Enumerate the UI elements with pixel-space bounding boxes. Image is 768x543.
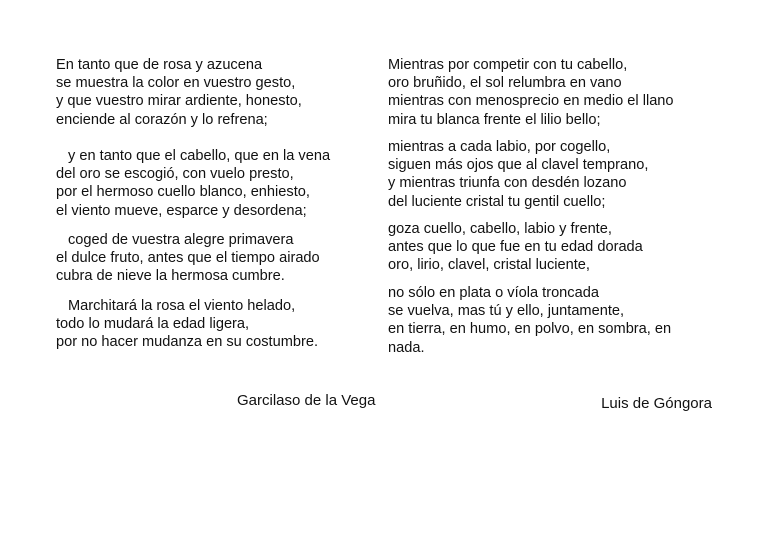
poem-line: Marchitará la rosa el viento helado, xyxy=(68,298,296,314)
stanza xyxy=(56,56,302,129)
poem-line: nada. xyxy=(388,339,425,356)
poem-line: y en tanto que el cabello, que en la vena xyxy=(68,148,331,164)
poem-line: no sólo en plata o víola troncada xyxy=(388,285,599,301)
poem-line: el dulce fruto, antes que el tiempo airado xyxy=(56,250,320,267)
poem-line: y mientras triunfa con desdén lozano xyxy=(388,175,627,192)
poem-line: Mientras por competir con tu cabello, xyxy=(388,57,628,73)
poem-line: del luciente cristal tu gentil cuello; xyxy=(388,193,606,210)
poem-line: En tanto que de rosa y azucena xyxy=(56,57,263,73)
poem-line: por no hacer mudanza en su costumbre. xyxy=(56,334,319,351)
poem-line: se muestra la color en vuestro gesto, xyxy=(56,75,296,92)
stanza xyxy=(56,231,320,286)
poem-line: se vuelva, mas tú y ello, juntamente, xyxy=(388,303,625,320)
stanza xyxy=(56,147,330,220)
poem-line: cubra de nieve la hermosa cumbre. xyxy=(56,268,285,285)
poem-line: todo lo mudará la edad ligera, xyxy=(56,316,250,333)
poem-line: antes que lo que fue en tu edad dorada xyxy=(388,239,643,256)
poem-line: en tierra, en humo, en polvo, en sombra, en xyxy=(388,321,672,338)
poem-line: coged de vuestra alegre primavera xyxy=(68,232,294,248)
poem-line: el viento mueve, esparce y desordena; xyxy=(56,202,307,219)
poem-line: del oro se escogió, con vuelo presto, xyxy=(56,166,294,183)
poem-line: enciende al corazón y lo refrena; xyxy=(56,111,268,128)
author-right: Luis de Góngora xyxy=(601,395,712,412)
poem-line: oro, lirio, clavel, cristal luciente, xyxy=(388,257,590,274)
poem-line: goza cuello, cabello, labio y frente, xyxy=(388,221,612,237)
stanza xyxy=(388,220,643,275)
poem-line: y que vuestro mirar ardiente, honesto, xyxy=(56,93,302,110)
author-left: Garcilaso de la Vega xyxy=(237,392,376,409)
stanza xyxy=(388,284,671,357)
poem-line: siguen más ojos que al clavel temprano, xyxy=(388,157,649,174)
poem-line: mientras con menosprecio en medio el llano xyxy=(388,93,674,110)
stanza xyxy=(56,297,318,352)
poem-line: mira tu blanca frente el lilio bello; xyxy=(388,111,601,128)
stanza xyxy=(388,138,648,211)
poem-line: por el hermoso cuello blanco, enhiesto, xyxy=(56,184,310,201)
poem-line: oro bruñido, el sol relumbra en vano xyxy=(388,75,622,92)
stanza xyxy=(388,56,674,129)
poem-line: mientras a cada labio, por cogello, xyxy=(388,139,611,155)
